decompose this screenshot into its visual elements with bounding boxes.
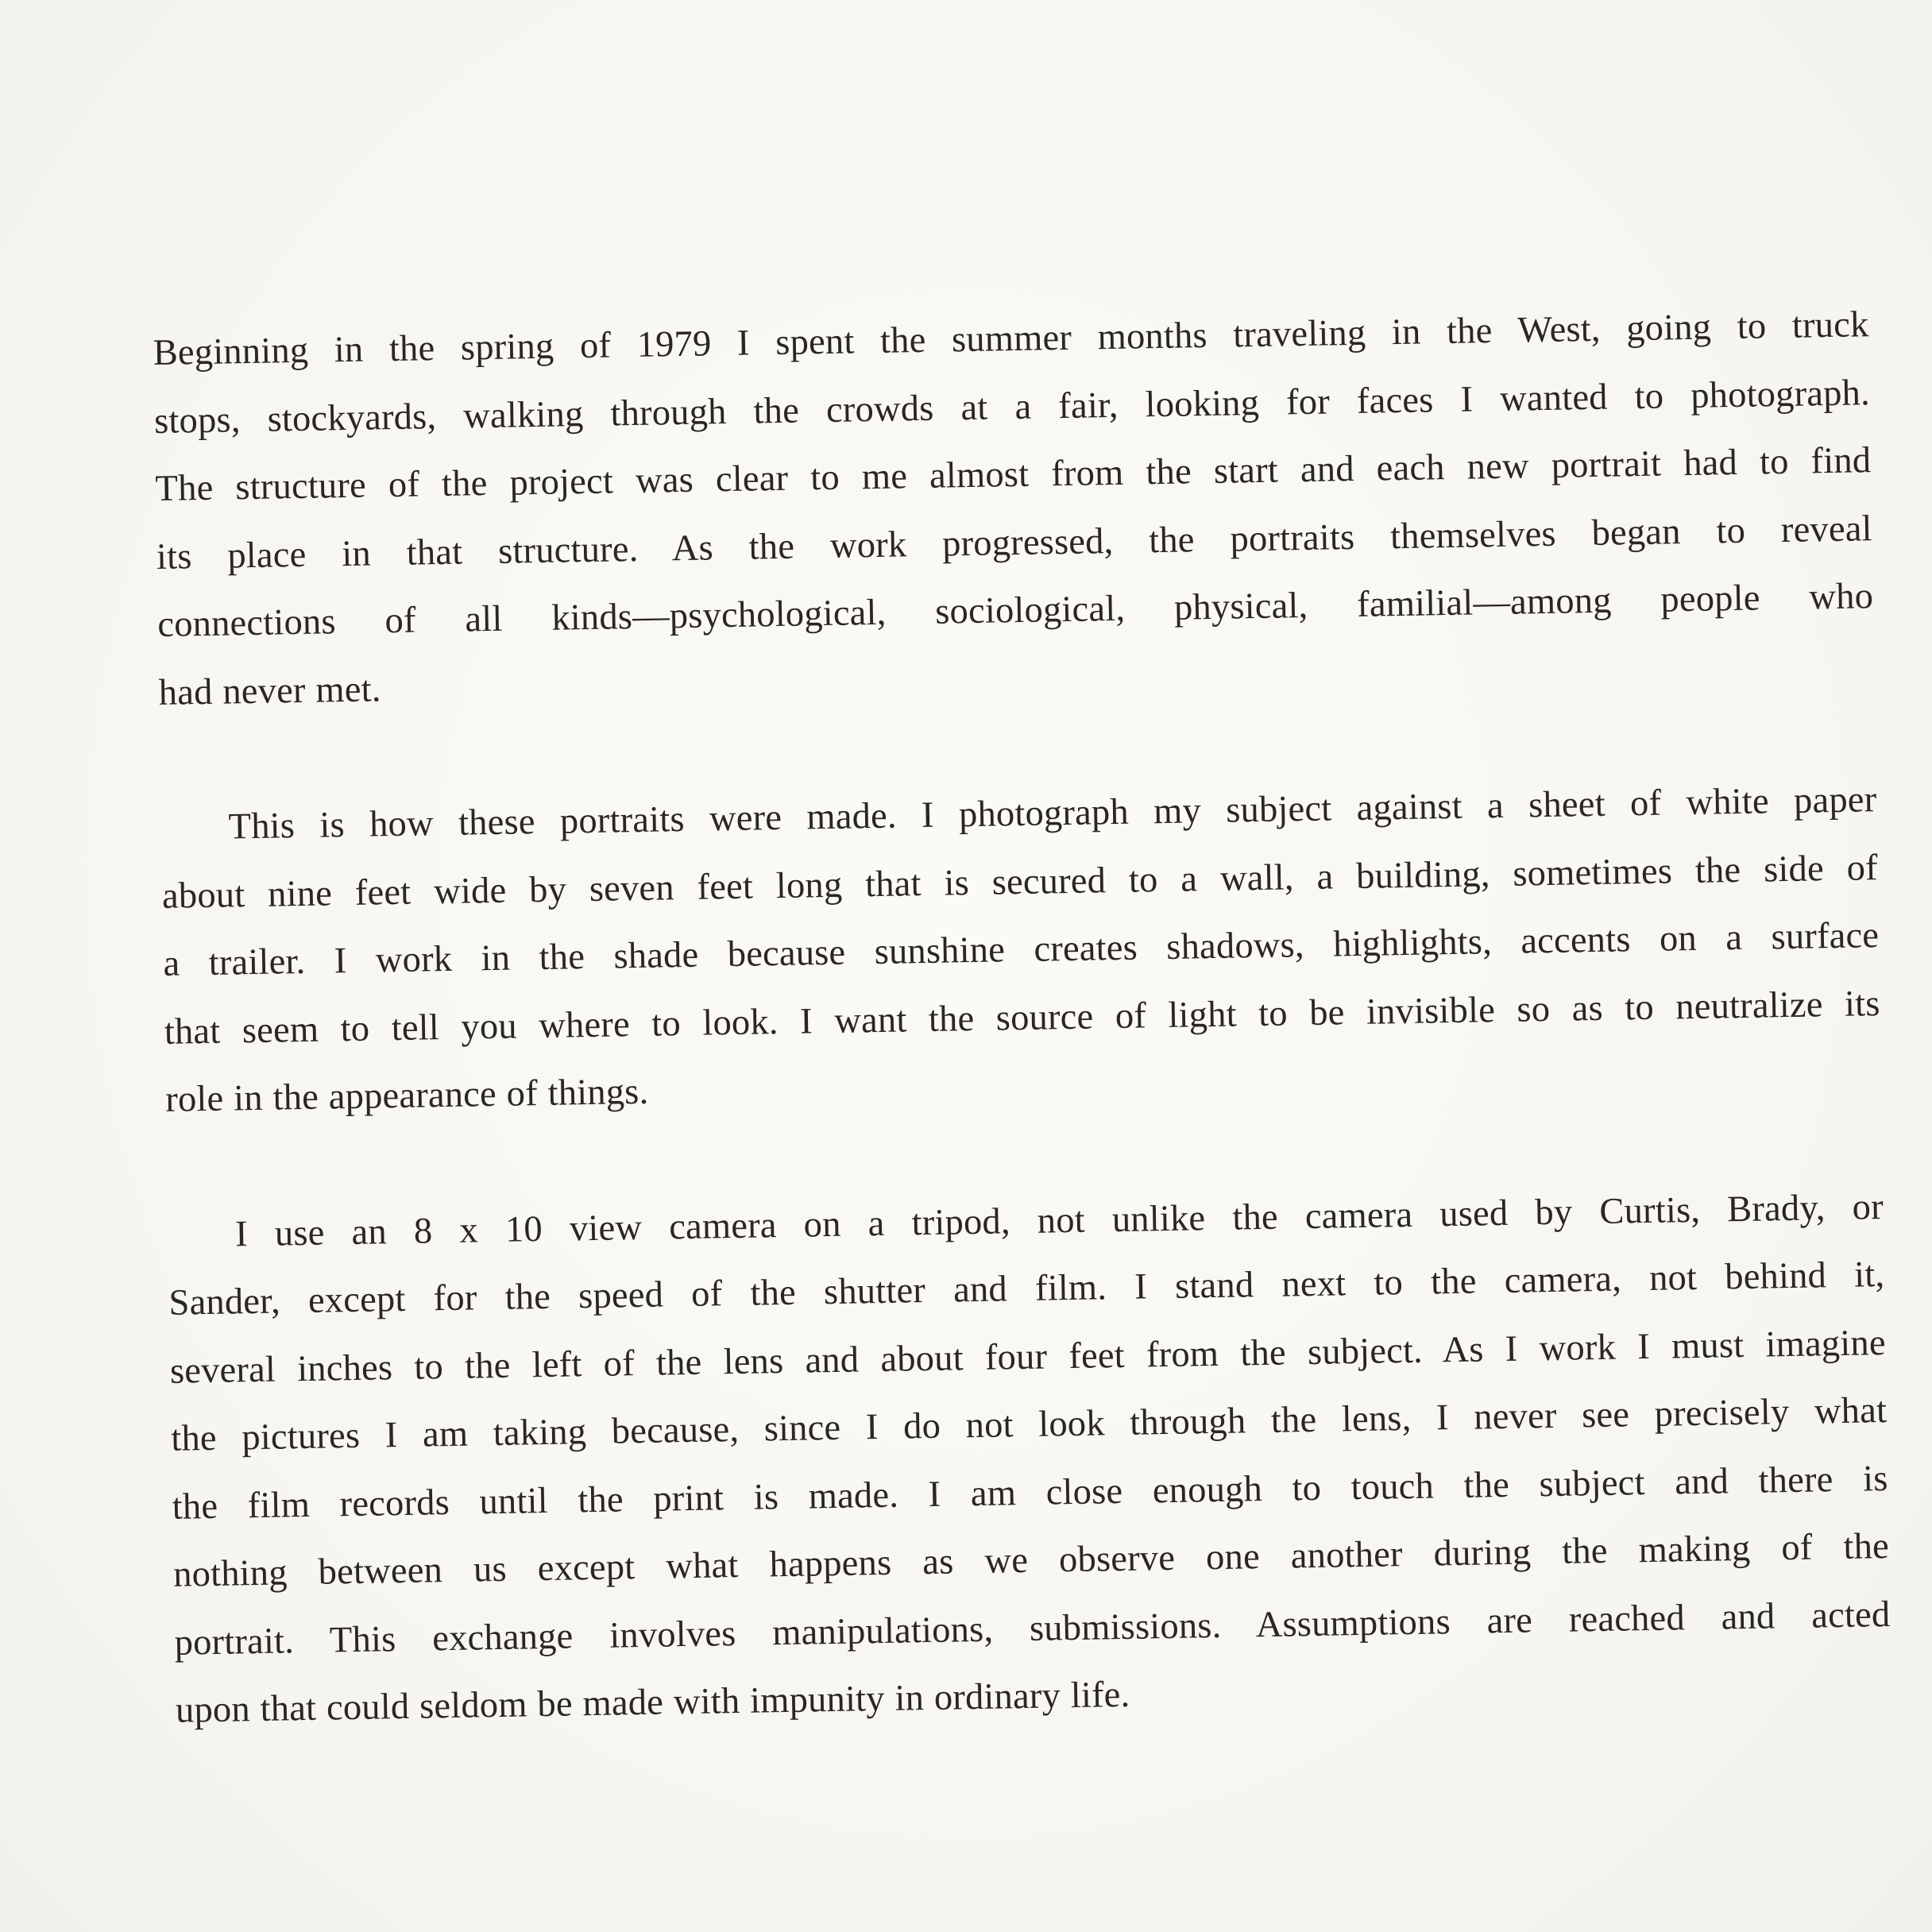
text-line: nothing between us except what happens as we observe one another during the making of the xyxy=(172,1525,1890,1595)
text-line: The structure of the project was clear to me almost from the start and each new portrait had to find xyxy=(155,440,1872,509)
text-line: that seem to tell you where to look. I want the source of light to be invisible so as to neutralize its xyxy=(164,983,1880,1053)
text-line: Sander, except for the speed of the shutter and film. I stand next to the camera, not behind it, xyxy=(168,1254,1885,1323)
text-line: its place in that structure. As the work progressed, the portraits themselves began to reveal xyxy=(156,508,1873,578)
text-line: upon that could seldom be made with impunity in ordinary life. xyxy=(175,1674,1130,1731)
paragraph-1 xyxy=(153,291,1875,727)
text-line: portrait. This exchange involves manipulations, submissions. Assumptions are reached and acted xyxy=(174,1594,1891,1663)
text-line: had never met. xyxy=(158,668,381,713)
text-line: about nine feet wide by seven feet long that is secured to a wall, a building, sometimes the side of xyxy=(161,847,1879,917)
paragraph-3 xyxy=(167,1173,1891,1745)
text-line: a trailer. I work in the shade because sunshine creates shadows, highlights, accents on a surface xyxy=(163,915,1880,984)
text-line: Beginning in the spring of 1979 I spent the summer months traveling in the West, going to truck xyxy=(153,304,1869,373)
paragraph-2 xyxy=(160,766,1882,1134)
text-line: connections of all kinds—psychological, sociological, physical, familial—among people who xyxy=(156,576,1874,645)
text-line: the film records until the print is made. I am close enough to touch the subject and there is xyxy=(172,1458,1888,1528)
text-line: several inches to the left of the lens and about four feet from the subject. As I work I must imagine xyxy=(169,1322,1887,1392)
text-line: stops, stockyards, walking through the crowds at a fair, looking for faces I wanted to photograph. xyxy=(153,372,1871,442)
body-text xyxy=(153,291,1891,1745)
text-line: I use an 8 x 10 view camera on a tripod, not unlike the camera used by Curtis, Brady, or xyxy=(234,1186,1884,1254)
text-line: role in the appearance of things. xyxy=(164,1071,649,1120)
text-line: This is how these portraits were made. I photograph my subject against a sheet of white paper xyxy=(228,779,1877,848)
text-line: the pictures I am taking because, since I do not look through the lens, I never see precisely what xyxy=(170,1389,1888,1459)
